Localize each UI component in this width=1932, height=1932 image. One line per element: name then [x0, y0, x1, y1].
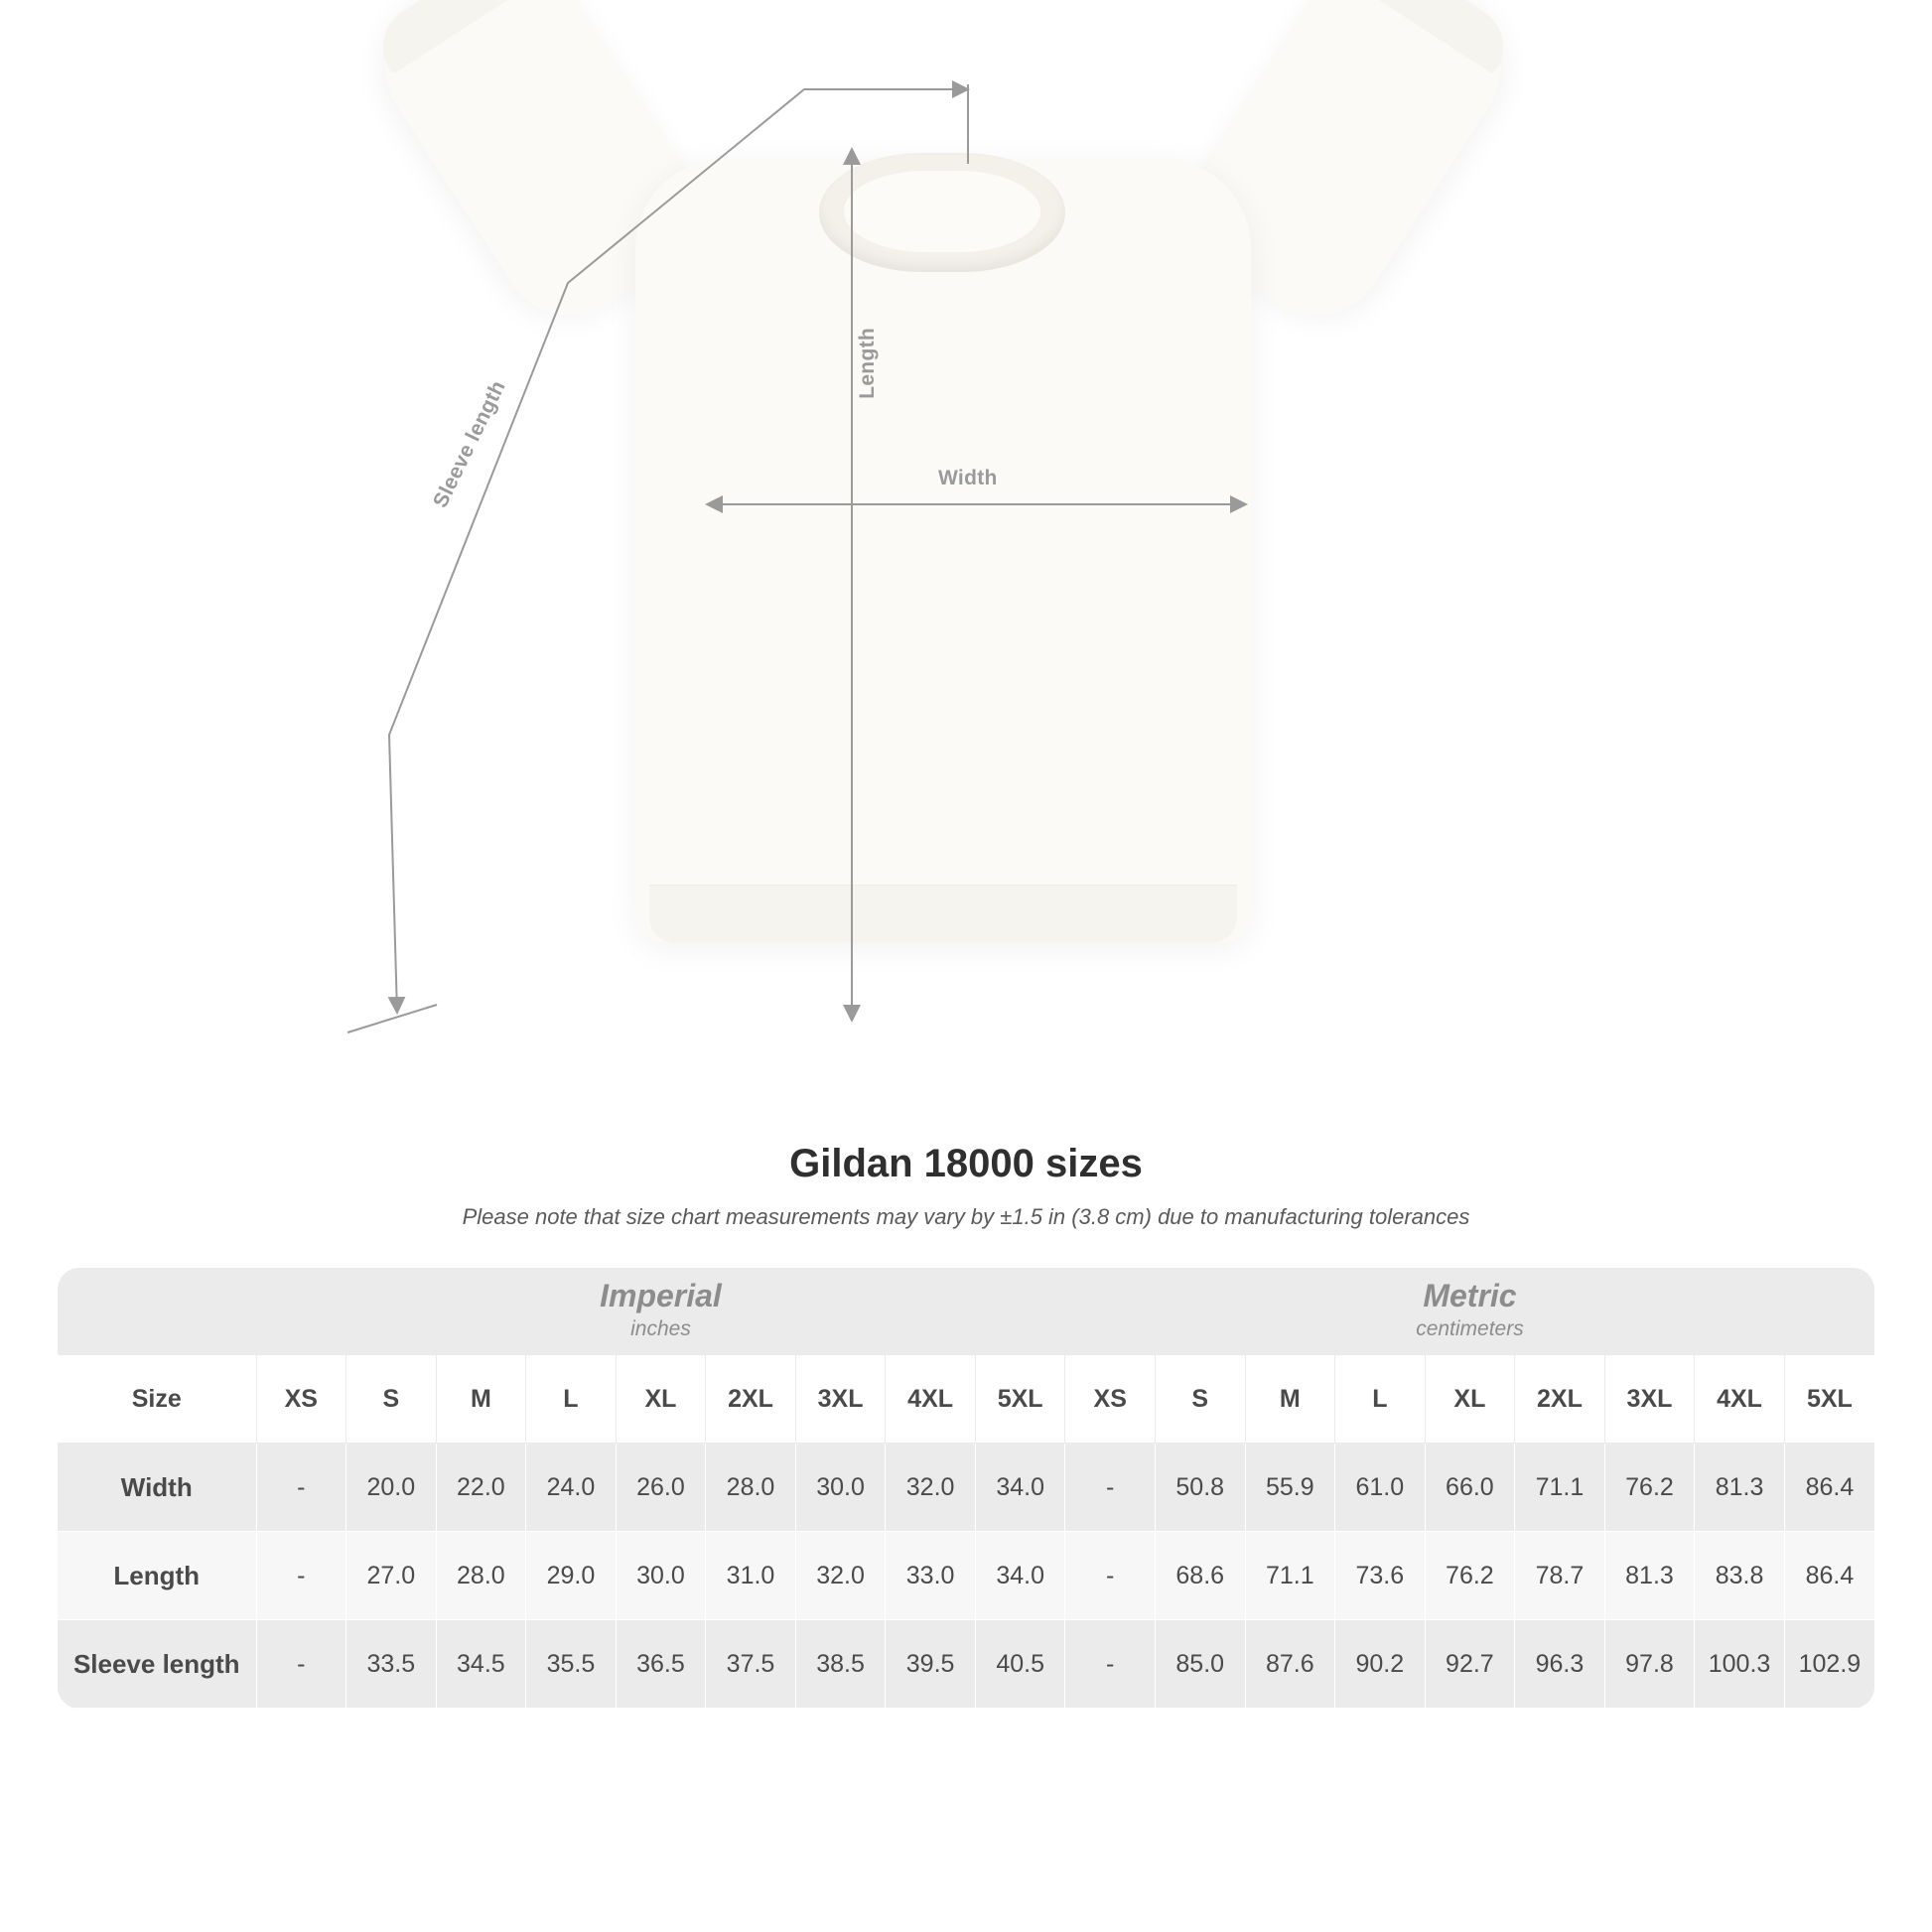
collar-inner: [844, 171, 1040, 252]
length-label: Length: [856, 328, 879, 399]
cell-width-3XL-cm: 76.2: [1604, 1444, 1695, 1532]
cell-length-XL-cm: 76.2: [1425, 1532, 1515, 1620]
cell-sleeve-length-4XL-cm: 100.3: [1695, 1620, 1785, 1709]
cell-length-4XL-cm: 83.8: [1695, 1532, 1785, 1620]
column-header-m-11: M: [1245, 1355, 1335, 1444]
column-header-xs-9: XS: [1065, 1355, 1156, 1444]
cell-width-M-cm: 55.9: [1245, 1444, 1335, 1532]
cell-length-3XL-in: 32.0: [795, 1532, 886, 1620]
cell-sleeve-length-4XL-in: 39.5: [886, 1620, 976, 1709]
page-title: Gildan 18000 sizes: [789, 1142, 1143, 1185]
cell-width-4XL-in: 32.0: [886, 1444, 976, 1532]
cell-sleeve-length-XS-in: -: [256, 1620, 346, 1709]
cell-width-5XL-cm: 86.4: [1784, 1444, 1874, 1532]
unit-group-subtitle: inches: [630, 1316, 691, 1340]
cell-length-XS-cm: -: [1065, 1532, 1156, 1620]
tolerance-note: Please note that size chart measurements may vary by ±1.5 in (3.8 cm) due to manufacturing tolerances: [462, 1204, 1470, 1229]
title-block: [0, 1142, 1932, 1230]
cell-sleeve-length-2XL-in: 37.5: [706, 1620, 796, 1709]
column-header-3xl-15: 3XL: [1604, 1355, 1695, 1444]
size-table: [58, 1268, 1874, 1709]
table-row: [58, 1620, 1874, 1709]
cell-length-2XL-in: 31.0: [706, 1532, 796, 1620]
table-row: [58, 1444, 1874, 1532]
cell-width-L-in: 24.0: [526, 1444, 617, 1532]
unit-header-spacer: [58, 1268, 256, 1355]
column-header-row: [58, 1355, 1874, 1444]
cell-width-S-cm: 50.8: [1155, 1444, 1245, 1532]
cell-width-M-in: 22.0: [436, 1444, 526, 1532]
width-label: Width: [938, 467, 998, 489]
cell-width-2XL-cm: 71.1: [1515, 1444, 1605, 1532]
unit-group-title: Metric: [1423, 1277, 1517, 1313]
body-panel: [635, 159, 1251, 943]
cell-sleeve-length-M-in: 34.5: [436, 1620, 526, 1709]
cell-length-S-cm: 68.6: [1155, 1532, 1245, 1620]
column-header-5xl-17: 5XL: [1784, 1355, 1874, 1444]
cell-sleeve-length-XL-in: 36.5: [616, 1620, 706, 1709]
cell-sleeve-length-M-cm: 87.6: [1245, 1620, 1335, 1709]
column-header-xl-13: XL: [1425, 1355, 1515, 1444]
cell-sleeve-length-5XL-in: 40.5: [975, 1620, 1065, 1709]
unit-group-imperial: [256, 1268, 1065, 1355]
table-row: [58, 1532, 1874, 1620]
cell-width-S-in: 20.0: [346, 1444, 437, 1532]
cell-sleeve-length-3XL-in: 38.5: [795, 1620, 886, 1709]
unit-group-subtitle: centimeters: [1416, 1316, 1524, 1340]
cell-width-2XL-in: 28.0: [706, 1444, 796, 1532]
sweatshirt-graphic: [328, 119, 1618, 1062]
cell-width-XS-in: -: [256, 1444, 346, 1532]
cell-length-M-cm: 71.1: [1245, 1532, 1335, 1620]
cell-sleeve-length-XL-cm: 92.7: [1425, 1620, 1515, 1709]
cell-width-4XL-cm: 81.3: [1695, 1444, 1785, 1532]
column-header-3xl-6: 3XL: [795, 1355, 886, 1444]
cell-sleeve-length-XS-cm: -: [1065, 1620, 1156, 1709]
column-header-l-12: L: [1335, 1355, 1426, 1444]
row-label-width: Width: [58, 1444, 256, 1532]
cell-length-5XL-cm: 86.4: [1784, 1532, 1874, 1620]
sleeve-length-label: Sleeve length: [429, 376, 510, 512]
row-label-sleeve-length: Sleeve length: [58, 1620, 256, 1709]
column-header-m-2: M: [436, 1355, 526, 1444]
column-header-l-3: L: [526, 1355, 617, 1444]
cell-width-5XL-in: 34.0: [975, 1444, 1065, 1532]
column-header-4xl-16: 4XL: [1695, 1355, 1785, 1444]
unit-header-row: [58, 1268, 1874, 1355]
cell-sleeve-length-L-in: 35.5: [526, 1620, 617, 1709]
cell-length-4XL-in: 33.0: [886, 1532, 976, 1620]
column-header-5xl-8: 5XL: [975, 1355, 1065, 1444]
cell-width-XS-cm: -: [1065, 1444, 1156, 1532]
column-header-xl-4: XL: [616, 1355, 706, 1444]
column-header-xs-0: XS: [256, 1355, 346, 1444]
cell-length-S-in: 27.0: [346, 1532, 437, 1620]
cell-sleeve-length-5XL-cm: 102.9: [1784, 1620, 1874, 1709]
cell-length-L-cm: 73.6: [1335, 1532, 1426, 1620]
cell-length-M-in: 28.0: [436, 1532, 526, 1620]
cell-length-2XL-cm: 78.7: [1515, 1532, 1605, 1620]
size-table-wrapper: [58, 1268, 1874, 1709]
cell-width-XL-in: 26.0: [616, 1444, 706, 1532]
cell-sleeve-length-S-in: 33.5: [346, 1620, 437, 1709]
cell-sleeve-length-L-cm: 90.2: [1335, 1620, 1426, 1709]
cell-length-L-in: 29.0: [526, 1532, 617, 1620]
column-header-2xl-5: 2XL: [706, 1355, 796, 1444]
row-label-length: Length: [58, 1532, 256, 1620]
cell-sleeve-length-3XL-cm: 97.8: [1604, 1620, 1695, 1709]
cell-length-3XL-cm: 81.3: [1604, 1532, 1695, 1620]
cell-sleeve-length-S-cm: 85.0: [1155, 1620, 1245, 1709]
header-size-label: Size: [58, 1355, 256, 1444]
cell-width-L-cm: 61.0: [1335, 1444, 1426, 1532]
column-header-2xl-14: 2XL: [1515, 1355, 1605, 1444]
cell-width-XL-cm: 66.0: [1425, 1444, 1515, 1532]
cell-width-3XL-in: 30.0: [795, 1444, 886, 1532]
column-header-4xl-7: 4XL: [886, 1355, 976, 1444]
unit-group-title: Imperial: [600, 1277, 722, 1313]
column-header-s-1: S: [346, 1355, 437, 1444]
cell-length-XL-in: 30.0: [616, 1532, 706, 1620]
cell-length-5XL-in: 34.0: [975, 1532, 1065, 1620]
unit-group-metric: [1065, 1268, 1874, 1355]
column-header-s-10: S: [1155, 1355, 1245, 1444]
cell-sleeve-length-2XL-cm: 96.3: [1515, 1620, 1605, 1709]
cell-length-XS-in: -: [256, 1532, 346, 1620]
